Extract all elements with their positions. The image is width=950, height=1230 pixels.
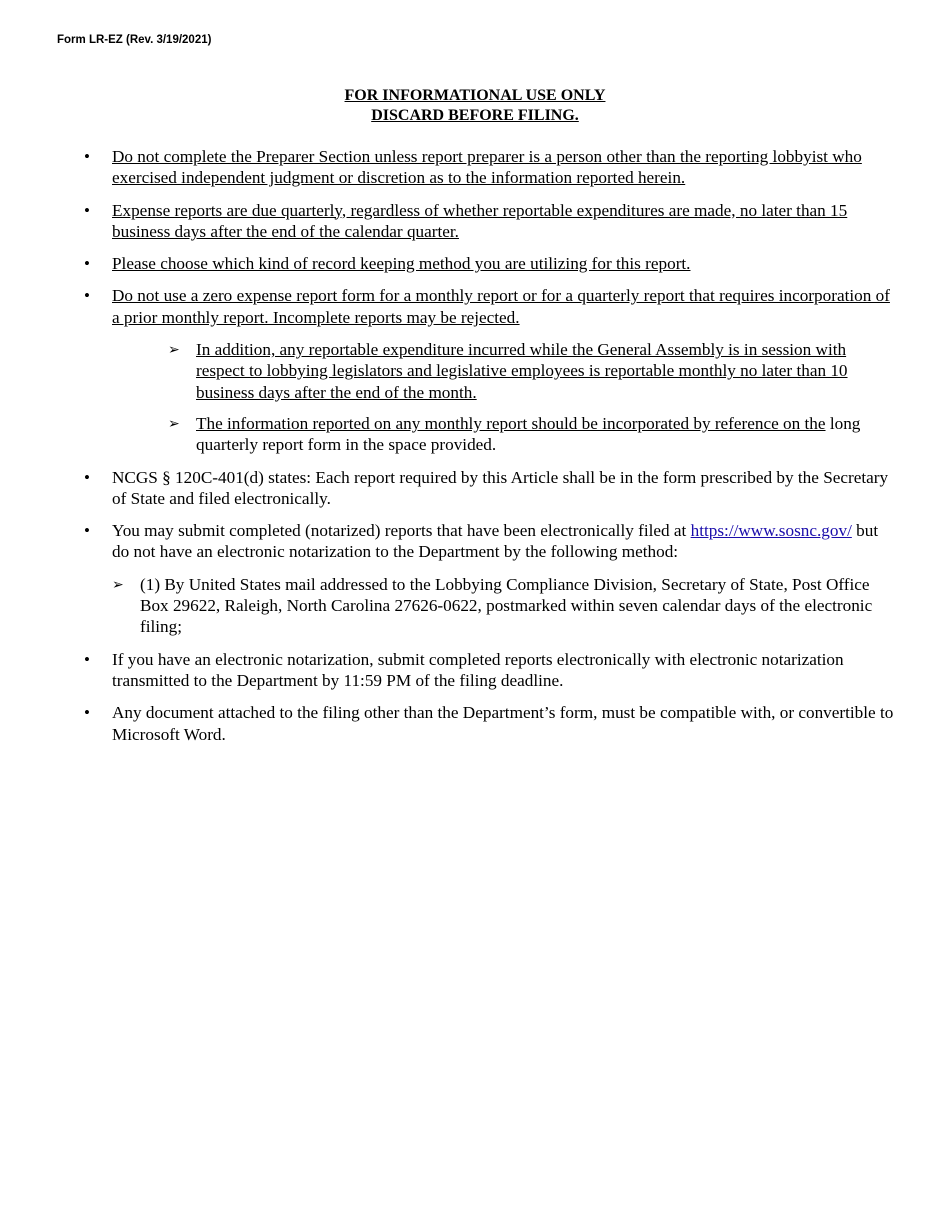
form-identifier: Form LR-EZ (Rev. 3/19/2021) [57,34,212,46]
bullet-icon: • [84,521,90,541]
bullet-icon: • [84,467,90,487]
item-text-preparer-section: Do not complete the Preparer Section unless report preparer is a person other than the reporting lobbyist who exercised independent judgment or discretion as to the information reported herein. [112,147,862,188]
list-item [84,146,894,189]
sub-list [112,574,894,638]
item-text-quarterly-due: Expense reports are due quarterly, regardless of whether reportable expenditures are made, no later than 15 business days after the end of the calendar quarter. [112,200,848,241]
item-text-submit-notarized [112,521,878,561]
item-text-zero-expense: Do not use a zero expense report form for a monthly report or for a quarterly report that requires incorporation of a prior monthly report. Incomplete reports may be rejected. [112,286,890,327]
sub-list-item [168,413,894,456]
list-item [84,467,894,510]
sub-list-item [168,339,894,403]
bullet-icon: • [84,703,90,723]
bullet-icon: • [84,649,90,669]
list-item [84,285,894,455]
list-item [84,200,894,243]
heading-line-1: FOR INFORMATIONAL USE ONLY [344,87,606,104]
bullet-icon: • [84,200,90,220]
sub-item-text-incorporate-rest: long quarterly report form in the space provided. [196,413,861,455]
item-text-submit-post: but do not have an electronic notarization to the Department by the following method: [112,521,879,562]
arrow-bullet-icon: ➢ [168,343,180,359]
list-item [84,649,894,692]
item-text-electronic-notarization: If you have an electronic notarization, submit completed reports electronically with electronic notarization transmitted to the Department by 11:59 PM of the filing deadline. [112,649,844,690]
heading-line-2: DISCARD BEFORE FILING. [371,107,579,124]
page-heading [0,86,950,126]
item-text-submit-pre: You may submit completed (notarized) reports that have been electronically filed at [112,521,691,541]
arrow-bullet-icon: ➢ [168,416,180,432]
item-text-record-keeping: Please choose which kind of record keeping method you are utilizing for this report. [112,254,691,274]
list-item [84,702,894,745]
item-text-ncgs: NCGS § 120C-401(d) states: Each report required by this Article shall be in the form prescribed by the Secretary of State and filed electronically. [112,467,889,508]
instructions-list [84,146,894,756]
sub-list [168,339,894,455]
arrow-bullet-icon: ➢ [112,577,124,593]
list-item [84,253,894,274]
sub-list-item [112,574,894,638]
bullet-icon: • [84,254,90,274]
sub-item-text-mail: (1) By United States mail addressed to the Lobbying Compliance Division, Secretary of State, Post Office Box 29622, Raleigh, North Carolina 27626-0622, postmarked within seven calendar days of the electronic filing; [140,574,873,637]
bullet-icon: • [84,147,90,166]
bullet-icon: • [84,286,90,306]
item-text-attachments: Any document attached to the filing other than the Department’s form, must be compatible with, or convertible to Microsoft Word. [112,703,894,744]
sub-item-text-incorporate [196,413,894,456]
sub-item-text-incorporate-underlined: The information reported on any monthly report should be incorporated by reference on the [196,413,826,433]
sub-item-text-monthly: In addition, any reportable expenditure incurred while the General Assembly is in session with respect to lobbying legislators and legislative employees is reportable monthly no later than 10 business days after the end of the month. [196,340,848,402]
sosnc-link[interactable]: https://www.sosnc.gov/ [690,521,852,541]
list-item [84,520,894,637]
